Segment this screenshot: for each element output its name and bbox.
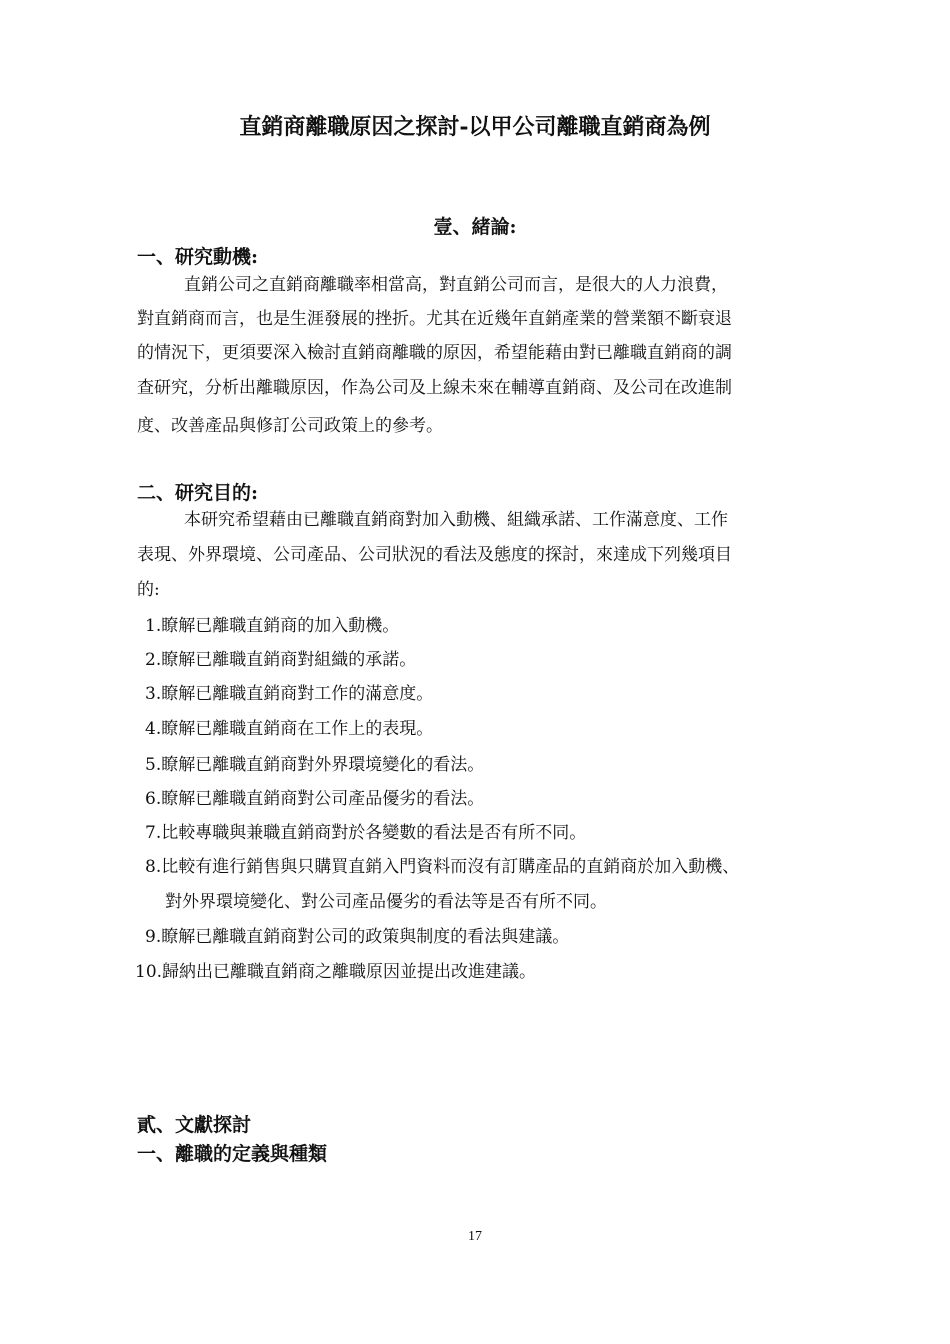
list-item: 10.歸納出已離職直銷商之離職原因並提出改進建議。 — [135, 962, 537, 982]
paragraph-line: 的情況下，更須要深入檢討直銷商離職的原因，希望能藉由對已離職直銷商的調 — [137, 343, 732, 363]
literature-subheading: 一、離職的定義與種類 — [137, 1143, 328, 1165]
list-item: 6.瞭解已離職直銷商對公司產品優劣的看法。 — [145, 789, 485, 809]
paragraph-line: 本研究希望藉由已離職直銷商對加入動機、組織承諾、工作滿意度、工作 — [184, 510, 728, 530]
paragraph-line: 查研究，分析出離職原因，作為公司及上線未來在輔導直銷商、及公司在改進制 — [137, 378, 732, 398]
page-number: 17 — [468, 1229, 482, 1244]
paragraph-line: 表現、外界環境、公司產品、公司狀況的看法及態度的探討，來達成下列幾項目 — [137, 545, 732, 565]
list-item: 1.瞭解已離職直銷商的加入動機。 — [145, 616, 400, 636]
document-title: 直銷商離職原因之探討-以甲公司離職直銷商為例 — [239, 114, 711, 140]
paragraph-line: 度、改善產品與修訂公司政策上的參考。 — [137, 416, 443, 436]
paragraph-line: 對直銷商而言，也是生涯發展的挫折。尤其在近幾年直銷產業的營業額不斷衰退 — [137, 309, 732, 329]
paragraph-line: 直銷公司之直銷商離職率相當高，對直銷公司而言，是很大的人力浪費， — [184, 275, 728, 295]
list-item: 3.瞭解已離職直銷商對工作的滿意度。 — [145, 684, 434, 704]
list-item: 5.瞭解已離職直銷商對外界環境變化的看法。 — [145, 755, 485, 775]
section-heading-literature-review: 貳、文獻探討 — [137, 1114, 252, 1136]
list-item: 9.瞭解已離職直銷商對公司的政策與制度的看法與建議。 — [145, 927, 570, 947]
motivation-heading: 一、研究動機: — [137, 246, 259, 268]
list-item: 7.比較專職與兼職直銷商對於各變數的看法是否有所不同。 — [145, 823, 587, 843]
paragraph-line: 的: — [137, 580, 160, 600]
section-heading-introduction: 壹、緒論: — [433, 216, 517, 238]
list-item: 4.瞭解已離職直銷商在工作上的表現。 — [145, 719, 434, 739]
list-item: 8.比較有進行銷售與只購買直銷入門資料而沒有訂購產品的直銷商於加入動機、 — [145, 857, 740, 877]
list-item-continuation: 對外界環境變化、對公司產品優劣的看法等是否有所不同。 — [165, 892, 607, 912]
list-item: 2.瞭解已離職直銷商對組織的承諾。 — [145, 650, 417, 670]
purpose-heading: 二、研究目的: — [137, 482, 259, 504]
